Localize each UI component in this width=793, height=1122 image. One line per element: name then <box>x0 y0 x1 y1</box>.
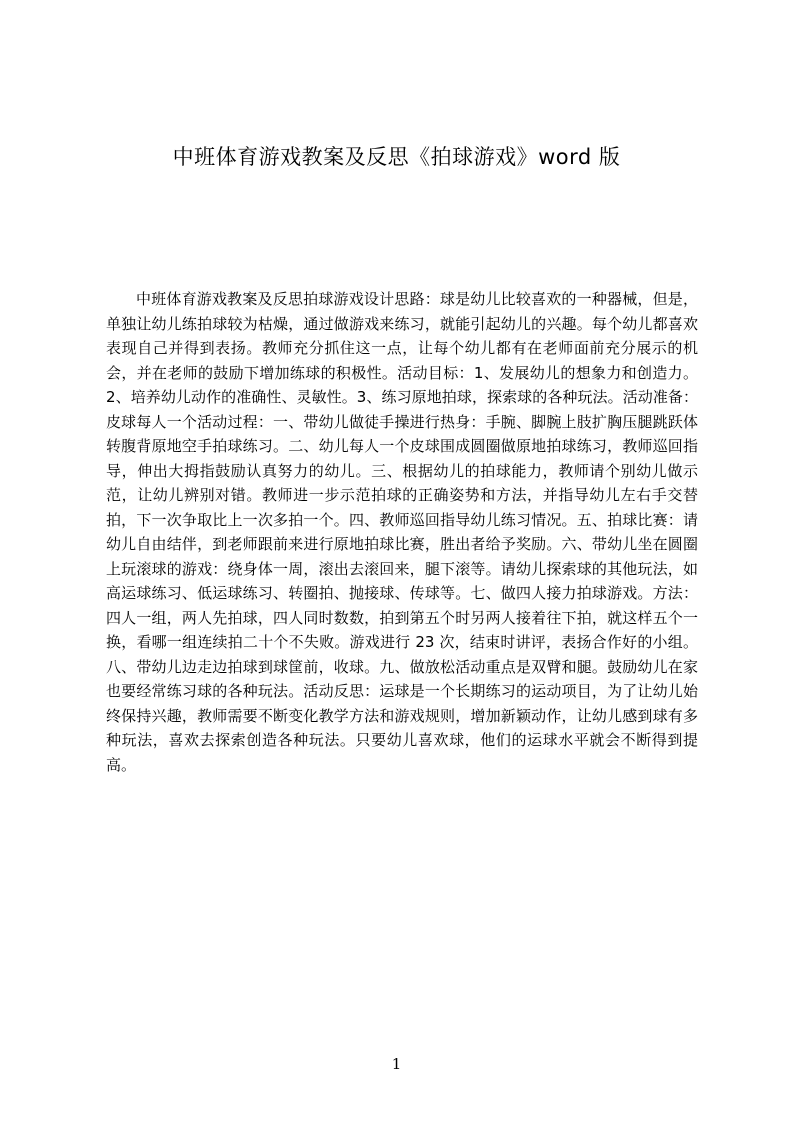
document-title: 中班体育游戏教案及反思《拍球游戏》word 版 <box>172 145 621 169</box>
document-body-paragraph: 中班体育游戏教案及反思拍球游戏设计思路：球是幼儿比较喜欢的一种器械，但是，单独让幼儿练拍球较为枯燥，通过做游戏来练习，就能引起幼儿的兴趣。每个幼儿都喜欢表现自己并得到表扬。教师充分抓住这一点，让每个幼儿都有在老师面前充分展示的机会，并在老师的鼓励下增加练球的积极性。活动目标：1、发展幼儿的想象力和创造力。2、培养幼儿动作的准确性、灵敏性。3、练习原地拍球，探索球的各种玩法。活动准备：皮球每人一个活动过程：一、带幼儿做徒手操进行热身：手腕、脚腕上肢扩胸压腿跳跃体转腹背原地空手拍球练习。二、幼儿每人一个皮球围成圆圈做原地拍球练习，教师巡回指导，伸出大拇指鼓励认真努力的幼儿。三、根据幼儿的拍球能力，教师请个别幼儿做示范，让幼儿辨别对错。教师进一步示范拍球的正确姿势和方法，并指导幼儿左右手交替拍，下一次争取比上一次多拍一个。四、教师巡回指导幼儿练习情况。五、拍球比赛：请幼儿自由结伴，到老师跟前来进行原地拍球比赛，胜出者给予奖励。六、带幼儿坐在圆圈上玩滚球的游戏：绕身体一周，滚出去滚回来，腿下滚等。请幼儿探索球的其他玩法，如高运球练习、低运球练习、转圈拍、抛接球、传球等。七、做四人接力拍球游戏。方法：四人一组，两人先拍球，四人同时数数，拍到第五个时另两人接着往下拍，就这样五个一换，看哪一组连续拍二十个不失败。游戏进行 23 次，结束时讲评，表扬合作好的小组。八、带幼儿边走边拍球到球筐前，收球。九、做放松活动重点是双臂和腿。鼓励幼儿在家也要经常练习球的各种玩法。活动反思：运球是一个长期练习的运动项目，为了让幼儿始终保持兴趣，教师需要不断变化教学方法和游戏规则，增加新颖动作，让幼儿感到球有多种玩法，喜欢去探索创造各种玩法。只要幼儿喜欢球，他们的运球水平就会不断得到提高。 <box>106 290 698 774</box>
page-number: 1 <box>391 1055 402 1073</box>
